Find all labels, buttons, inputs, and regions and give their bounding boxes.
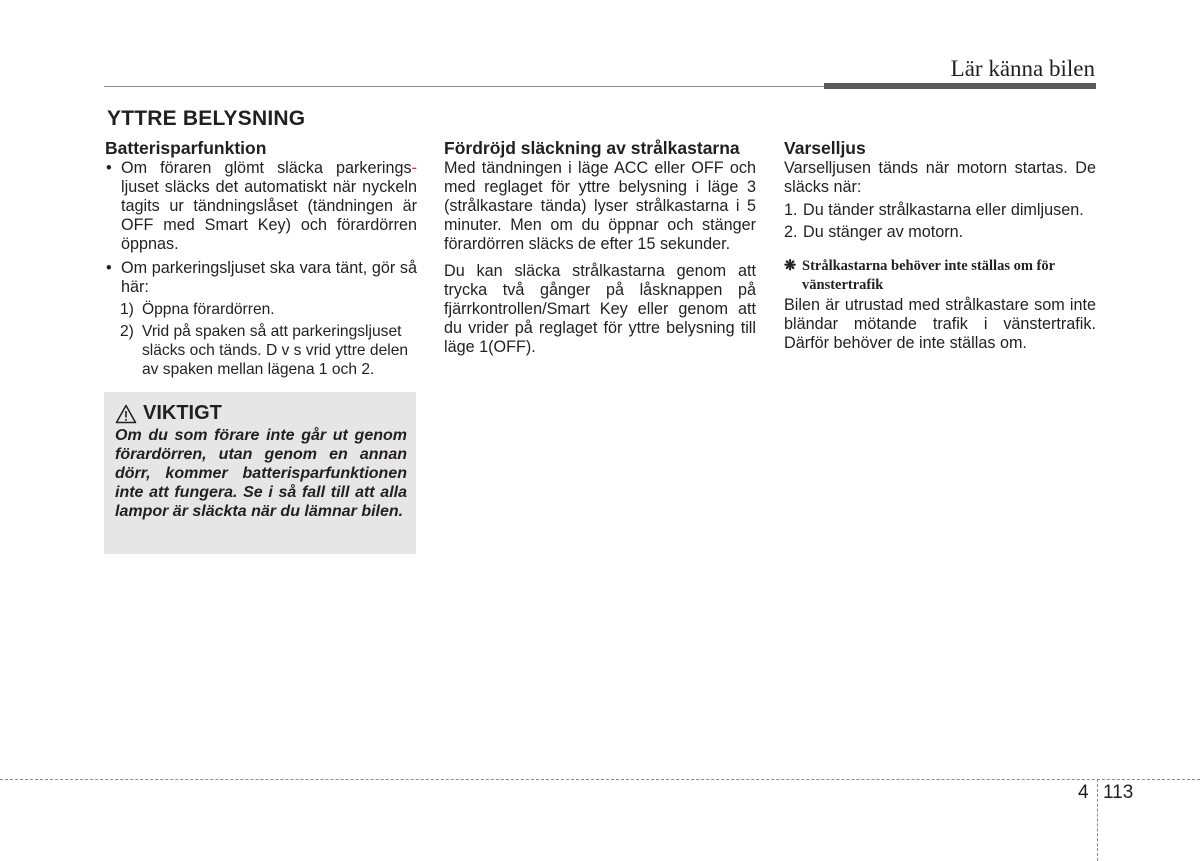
warning-title: VIKTIGT [143,402,222,424]
bullet-item [105,159,417,254]
paragraph: Med tändningen i läge ACC eller OFF och med reglaget för yttre belysning i läge 3 (strålkastare tända) lyser strålkastarna i 5 minuter. Men om du öppnar och stänger förardörren släcks de efter 15 sekunder. [444,159,756,253]
column-daytime-lights [784,139,1096,353]
chapter-number: 4 [1078,782,1089,803]
bullet-text-rest: ljuset släcks det automatiskt när nyckeln tagits ur tändningslåset (tändningen är OFF med Smart Key) och förardörren öppnas. [121,178,417,253]
delayed-headlights-heading: Fördröjd släckning av strålkastarna [444,138,740,158]
step-number: 2) [120,323,134,340]
column-delayed-headlights [444,139,756,357]
step-number: 1) [120,301,134,318]
battery-saver-heading: Batterisparfunktion [105,138,267,158]
bullet-mark: • [106,159,112,177]
note [784,257,1096,295]
list-item [784,223,1096,242]
bullet-text-main: Om föraren glömt släcka parkerings [121,159,412,177]
warning-triangle-icon [115,404,137,424]
list-item [784,201,1096,220]
paragraph: Bilen är utrustad med strålkastare som inte bländar mötande trafik i vänstertrafik. Därför behöver de inte ställas om. [784,296,1096,352]
bullet-mark: • [106,259,112,277]
list-text: Du tänder strålkastarna eller dimljusen. [803,201,1084,219]
section-title: YTTRE BELYSNING [107,107,306,130]
steps-list [120,300,417,379]
footer-vertical-rule [1097,779,1098,861]
column-battery-saver [105,139,417,379]
step-item [120,322,417,379]
numbered-list [784,201,1096,242]
step-item [120,300,417,319]
footer-rule [0,779,1200,780]
list-number: 1. [784,201,798,219]
paragraph: Varselljusen tänds när motorn startas. De släcks när: [784,159,1096,196]
step-text: Öppna förardörren. [142,301,275,318]
paragraph: Du kan släcka strålkastarna genom att trycka två gånger på låsknappen på fjärrkontrollen/Smart Key eller genom att du vrider på reglaget för yttre belysning till läge 1(OFF). [444,262,756,356]
list-number: 2. [784,223,798,241]
bullet-text: Om parkeringsljuset ska vara tänt, gör så här: [121,259,417,296]
bullet-item [105,259,417,297]
bullet-text [121,159,417,254]
list-text: Du stänger av motorn. [803,223,964,241]
note-symbol-icon: ❋ [784,258,797,274]
warning-header [115,402,407,425]
header-rule-thin [104,86,824,87]
header-rule-thick [824,83,1096,89]
daytime-lights-heading: Varselljus [784,138,866,158]
page-number: 113 [1103,782,1134,803]
step-text: Vrid på spaken så att parkeringsljuset släcks och tänds. D v s vrid yttre delen av spaken mellan lägena 1 och 2. [142,323,409,378]
hyphen-mark: - [411,159,417,177]
warning-text: Om du som förare inte går ut genom förardörren, utan genom en annan dörr, kommer batterisparfunktionen inte att fungera. Se i så fall till att alla lampor är släckta när du lämnar bilen. [115,427,407,520]
running-header-title: Lär känna bilen [950,56,1095,81]
note-title: Strålkastarna behöver inte ställas om för vänstertrafik [802,258,1055,293]
warning-box [104,392,416,554]
